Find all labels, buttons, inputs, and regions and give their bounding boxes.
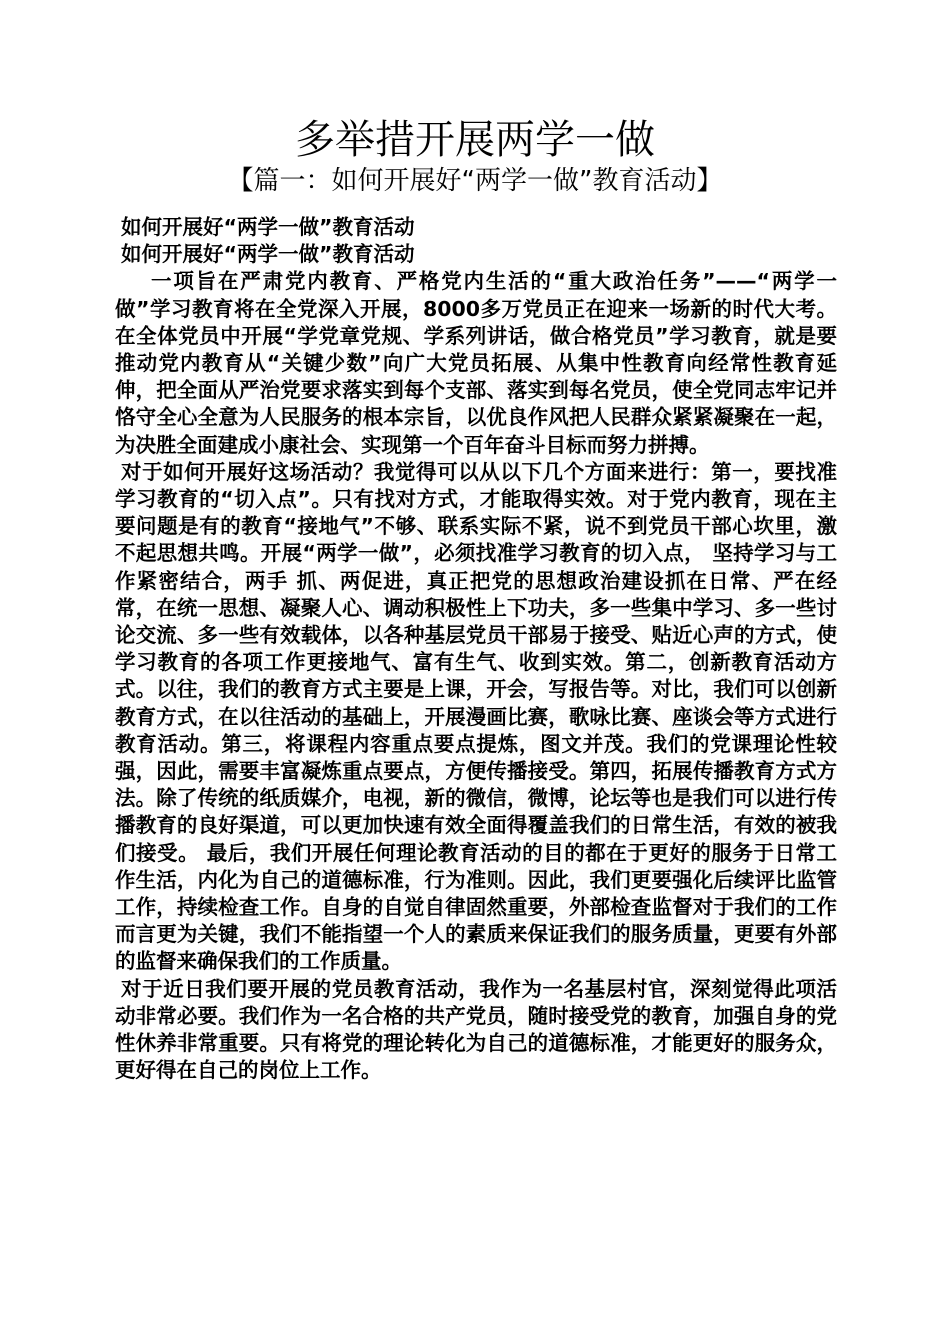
- document-title: 多举措开展两学一做: [295, 117, 655, 163]
- body-paragraph: 对于近日我们要开展的党员教育活动，我作为一名基层村官，深刻觉得此项活动非常必要。我们作为一名合格的共产党员，随时接受党的教育，加强自身的党性休养非常重要。只有将党的理论转化为自己的道德标准，才能更好的服务众，更好得在自己的岗位上工作。: [115, 976, 837, 1083]
- section-heading: 如何开展好“两学一做”教育活动: [121, 242, 415, 267]
- section-heading: 如何开展好“两学一做”教育活动: [121, 215, 415, 239]
- body-paragraph: 对于如何开展好这场活动？我觉得可以从以下几个方面来进行：第一，要找准学习教育的“切入点”。只有找对方式，才能取得实效。对于党内教育，现在主要问题是有的教育“接地气”不够、联系实际不紧，说不到党员干部心坎里，激不起思想共鸣。开展“两学一做”，必须找准学习教育的切入点， 坚持学习与工作紧密结合，两手 抓、两促进，真正把党的思想政治建设抓在日常、严在经常，在统一思想、凝聚人心、调动积极性上下功夫，多一些集中学习、多一些讨论交流、多一些有效载体，以各种基层党员干部易于接受、贴近心声的方式，使学习教育的各项工作更接地气、富有生气、收到实效。第二，创新教育活动方式。以往，我们的教育方式主要是上课，开会，写报告等。对比，我们可以创新教育方式，在以往活动的基础上，开展漫画比赛，歌咏比赛、座谈会等方式进行教育活动。第三，将课程内容重点要点提炼，图文并茂。我们的党课理论性较强，因此，需要丰富凝炼重点要点，方便传播接受。第四，拓展传播教育方式方法。除了传统的纸质媒介，电视，新的微信，微博，论坛等也是我们可以进行传播教育的良好渠道，可以更加快速有效全面得覆盖我们的日常生活，有效的被我们接受。 最后，我们开展任何理论教育活动的目的都在于更好的服务于日常工作生活，内化为自己的道德标准，行为准则。因此，我们更要强化后续评比监管工作，持续检查工作。自身的自觉自律固然重要，外部检查监督对于我们的工作而言更为关键，我们不能指望一个人的素质来保证我们的服务质量，更要有外部的监督来确保我们的工作质量。: [115, 459, 837, 974]
- body-paragraph: 一项旨在严肃党内教育、严格党内生活的“重大政治任务”——“两学一做”学习教育将在全党深入开展，8000多万党员正在迎来一场新的时代大考。在全体党员中开展“学党章党规、学系列讲话，做合格党员”学习教育，就是要推动党内教育从“关键少数”向广大党员拓展、从集中性教育向经常性教育延伸，把全面从严治党要求落实到每个支部、落实到每名党员，使全党同志牢记并恪守全心全意为人民服务的根本宗旨，以优良作风把人民群众紧紧凝聚在一起，为决胜全面建成小康社会、实现第一个百年奋斗目标而努力拼搏。: [115, 269, 837, 457]
- document-body: [115, 214, 837, 1085]
- document-subtitle: 【篇一：如何开展好“两学一做”教育活动】: [227, 166, 723, 196]
